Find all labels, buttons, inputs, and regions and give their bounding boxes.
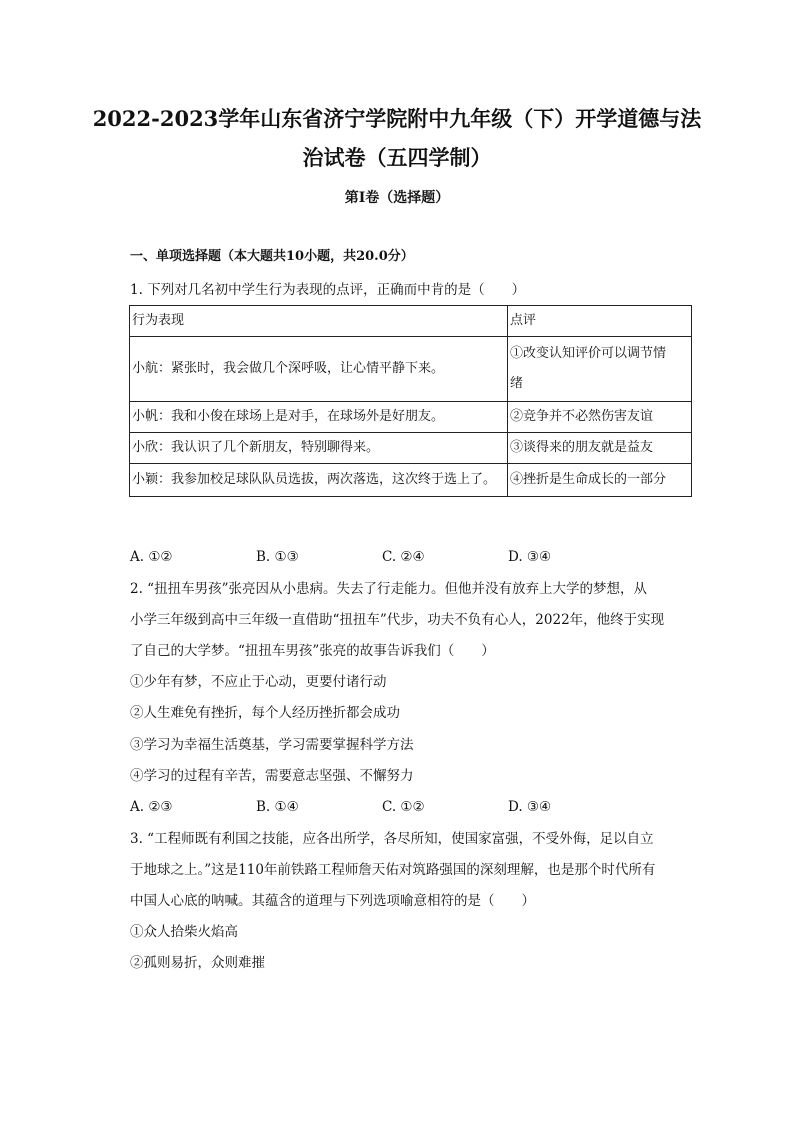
- table-row: [130, 464, 692, 497]
- table-cell: ④挫折是生命成长的一部分: [507, 464, 691, 497]
- table-cell-text: ①改变认知评价可以调节情: [509, 346, 666, 361]
- q1-table: [129, 305, 692, 497]
- q2-item-2: ②人生难免有挫折，每个人经历挫折都会成功: [130, 705, 400, 721]
- q1-option-c: C. ②④: [382, 549, 425, 565]
- table-cell: 小颖：我参加校足球队队员选拔，两次落选，这次终于选上了。: [130, 464, 508, 497]
- q2-stem-line1: 2. “扭扭车男孩”张亮因从小患病。失去了行走能力。但他并没有放弃上大学的梦想，从: [130, 581, 647, 597]
- exam-title-line1: 2022-2023学年山东省济宁学院附中九年级（下）开学道德与法: [92, 106, 702, 131]
- q3-stem-line2: 于地球之上。”这是110年前铁路工程师詹天佑对筑路强国的深刻理解，也是那个时代所有: [130, 862, 656, 878]
- q3-stem-line3: 中国人心底的呐喊。其蕴含的道理与下列选项喻意相符的是（ ）: [130, 893, 535, 909]
- table-header-row: [130, 306, 692, 337]
- q2-item-3: ③学习为幸福生活奠基，学习需要掌握科学方法: [130, 737, 414, 753]
- section-heading: 一、单项选择题（本大题共10小题，共20.0分）: [130, 249, 414, 264]
- q2-item-1: ①少年有梦，不应止于心动，更要付诸行动: [130, 674, 387, 690]
- table-cell-text: 绪: [509, 376, 523, 391]
- table-cell: 小帆：我和小俊在球场上是对手，在球场外是好朋友。: [130, 402, 508, 433]
- table-cell: ③谈得来的朋友就是益友: [507, 433, 691, 464]
- table-cell: 小航：紧张时，我会做几个深呼吸，让心情平静下来。: [130, 337, 508, 402]
- q1-option-d: D. ③④: [508, 549, 552, 565]
- q2-stem-line3: 了自己的大学梦。“扭扭车男孩”张亮的故事告诉我们（ ）: [130, 643, 495, 659]
- table-row: [130, 337, 692, 402]
- table-cell: 小欣：我认识了几个新朋友，特别聊得来。: [130, 433, 508, 464]
- q2-option-c: C. ①②: [382, 799, 425, 815]
- q2-option-a: A. ②③: [130, 799, 173, 815]
- q3-item-2: ②孤则易折，众则难摧: [130, 955, 265, 971]
- q1-stem: 1. 下列对几名初中学生行为表现的点评，正确而中肯的是（ ）: [130, 282, 526, 298]
- q2-option-b: B. ①④: [256, 799, 299, 815]
- table-row: [130, 402, 692, 433]
- q2-item-4: ④学习的过程有辛苦，需要意志坚强、不懈努力: [130, 768, 414, 784]
- q2-stem-line2: 小学三年级到高中三年级一直借助“扭扭车”代步，功夫不负有心人，2022年，他终于实现: [130, 612, 665, 628]
- q3-stem-line1: 3. “工程师既有利国之技能，应各出所学，各尽所知，使国家富强，不受外侮，足以自立: [130, 831, 654, 847]
- volume-subtitle: 第I卷（选择题）: [344, 190, 450, 206]
- q2-option-d: D. ③④: [508, 799, 552, 815]
- table-header-cell: 点评: [507, 306, 691, 337]
- q1-option-a: A. ①②: [130, 549, 173, 565]
- q1-option-b: B. ①③: [256, 549, 299, 565]
- table-cell: ②竞争并不必然伤害友谊: [507, 402, 691, 433]
- table-row: [130, 433, 692, 464]
- q3-item-1: ①众人拾柴火焰高: [130, 924, 238, 940]
- table-header-cell: 行为表现: [130, 306, 508, 337]
- exam-title-line2: 治试卷（五四学制）: [302, 145, 492, 170]
- table-cell: [507, 337, 691, 402]
